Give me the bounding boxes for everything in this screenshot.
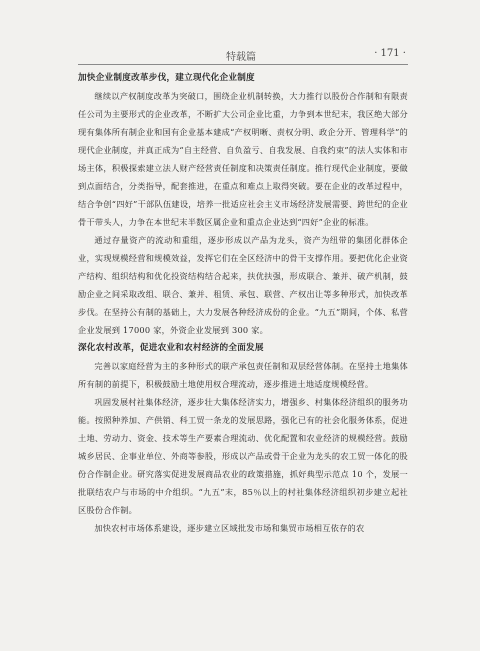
running-header (78, 46, 408, 64)
section-heading: 加快企业制度改革步伐，建立现代化企业制度 (78, 73, 255, 83)
body-paragraph: 加快农村市场体系建设，逐步建立区域批发市场和集贸市场相互依存的农 (94, 523, 365, 533)
page-number: · 171 · (374, 48, 406, 59)
body-paragraph: 通过存量资产的流动和重组，逐步形成以产品为龙头，资产为纽带的集团化群体企业，实现规模经营和规模效益，发挥它们在全区经济中的骨干支撑作用。要把优化企业资产结构、组织结构和优化投资结构结合起来，扶优扶强，形成联合、兼并、破产机制，鼓励企业之间采取改组、联合、兼并、租赁、承包、联营、产权出让等多种形式，加快改革步伐。在坚持公有制的基础上，大力发展各种经济成份的企业。“九五”期间，个体、私营企业发展到 17000 家，外资企业发展到 300 家。 (78, 235, 408, 335)
body-text (78, 69, 408, 537)
body-paragraph: 继续以产权制度改革为突破口，围绕企业机制转换，大力推行以股份合作制和有限责任公司为主要形式的企业改革，不断扩大公司企业比重，力争到本世纪末，我区绝大部分现有集体所有制企业和国有企业基本建成“产权明晰、责权分明、政企分开、管理科学”的现代企业制度，并真正成为“自主经营、自负盈亏、自我发展、自我约束”的法人实体和市场主体，积极探索建立法人财产经营责任制度和决策责任制度。推行现代企业制度，要做到点面结合，分类指导，配套推进，在重点和难点上取得突破。要在企业的改革过程中，结合争创“四好”干部队伍建设，培养一批适应社会主义市场经济发展需要、跨世纪的企业骨干带头人，力争在本世纪末半数区属企业和重点企业达到“四好”企业的标准。 (78, 91, 408, 227)
body-paragraph: 巩固发展村社集体经济，逐步壮大集体经济实力，增强乡、村集体经济组织的服务功能。按照种养加、产供销、科工贸一条龙的发展思路，强化已有的社会化服务体系，促进土地、劳动力、资金、技术等生产要素合理流动、优化配置和农业经济的规模经营。鼓励城乡居民、企事业单位、外商等参股，形成以产品或骨干企业为龙头的农工贸一体化的股份合作制企业。研究落实促进发展商品农业的政策措施，抓好典型示范点 10 个，发展一批联结农户与市场的中介组织。“九五”末，85％以上的村社集体经济组织初步建立起社区股份合作制。 (78, 397, 408, 515)
section-heading: 深化农村改革，促进农业和农村经济的全面发展 (78, 343, 264, 353)
header-section-title: 特载篇 (226, 52, 256, 63)
header-rule (78, 64, 408, 65)
body-paragraph: 完善以家庭经营为主的多种形式的联产承包责任制和双层经营体制。在坚持土地集体所有制的前提下，积极鼓励土地使用权合理流动，逐步推进土地适度规模经营。 (78, 361, 408, 389)
